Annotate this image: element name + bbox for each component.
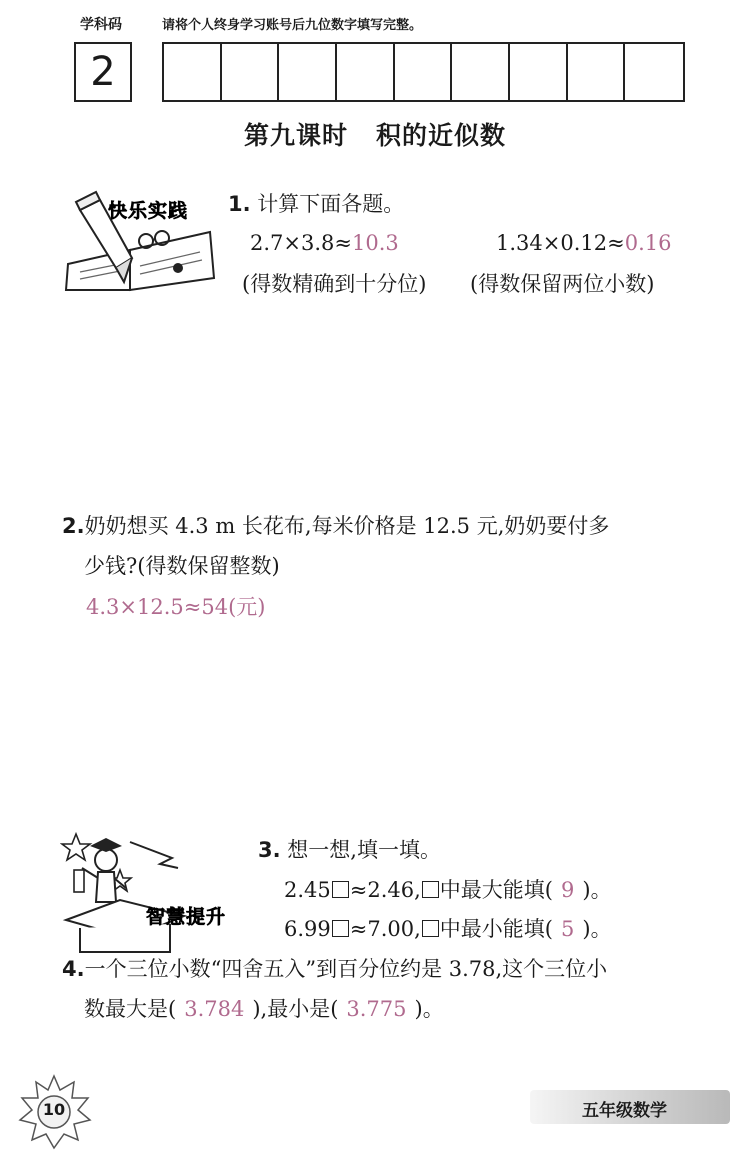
question-text: ),最小是(: [252, 997, 339, 1021]
number-text: ≈2.46,: [349, 878, 421, 902]
question-1-prompt: [228, 190, 404, 218]
question-1b-expression: [496, 229, 671, 257]
question-3-prompt: [258, 836, 441, 864]
digit-box[interactable]: [452, 44, 510, 100]
blank-square: [332, 881, 349, 898]
blank-square: [332, 920, 349, 937]
wisdom-section-label: 智慧提升: [146, 906, 227, 928]
blank-square: [422, 920, 439, 937]
blank-square: [422, 881, 439, 898]
question-1a-expression: [250, 229, 399, 257]
handwritten-answer: 3.784: [184, 997, 245, 1021]
question-2-line-2: 少钱?(得数保留整数): [84, 554, 280, 578]
number-text: 6.99: [284, 917, 331, 941]
question-number: 4.: [62, 957, 85, 981]
digit-box[interactable]: [164, 44, 222, 100]
handwritten-answer: 5: [561, 917, 575, 941]
account-digit-boxes: [162, 42, 685, 102]
question-4-line-2: [84, 995, 444, 1023]
handwritten-answer: 9: [561, 878, 575, 902]
handwritten-answer: 0.16: [624, 231, 672, 255]
question-text: )。: [414, 997, 444, 1021]
lesson-topic: 积的近似数: [376, 121, 507, 150]
question-text: 一个三位小数“四舍五入”到百分位约是 3.78,这个三位小: [84, 957, 608, 981]
account-instruction: 请将个人终身学习账号后九位数字填写完整。: [162, 18, 423, 33]
question-2-answer: 4.3×12.5≈54(元): [86, 595, 266, 619]
digit-box[interactable]: [625, 44, 683, 100]
question-text: 中最小能填(: [439, 917, 553, 941]
digit-box[interactable]: [395, 44, 453, 100]
grade-subject-label: 五年级数学: [582, 1101, 667, 1121]
lesson-number: 第九课时: [243, 121, 348, 150]
digit-box[interactable]: [222, 44, 280, 100]
handwritten-answer: 10.3: [352, 231, 399, 255]
question-text: 奶奶想买 4.3 m 长花布,每米价格是 12.5 元,奶奶要付多: [84, 514, 610, 538]
question-1a-note: (得数精确到十分位): [242, 272, 427, 296]
subject-code-box: 2: [74, 42, 132, 102]
question-text: )。: [582, 917, 612, 941]
digit-box[interactable]: [337, 44, 395, 100]
number-text: 2.45: [284, 878, 331, 902]
digit-box[interactable]: [568, 44, 626, 100]
expression: 2.7×3.8≈: [250, 231, 352, 255]
question-text: 想一想,填一填。: [287, 838, 441, 862]
question-3b-line: [284, 915, 612, 943]
question-number: 3.: [258, 838, 281, 862]
question-text: )。: [582, 878, 612, 902]
digit-box[interactable]: [510, 44, 568, 100]
page-number: 10: [42, 1100, 66, 1119]
expression: 1.34×0.12≈: [496, 231, 625, 255]
question-text: 计算下面各题。: [257, 192, 405, 216]
question-1b-note: (得数保留两位小数): [470, 272, 655, 296]
question-text: 中最大能填(: [439, 878, 553, 902]
number-text: ≈7.00,: [349, 917, 421, 941]
question-4-line-1: [62, 955, 607, 983]
practice-section-label: 快乐实践: [108, 200, 189, 222]
page-title: [0, 116, 750, 152]
question-text: 数最大是(: [84, 997, 177, 1021]
wisdom-section-badge: [60, 828, 250, 958]
question-number: 2.: [62, 514, 85, 538]
question-number: 1.: [228, 192, 251, 216]
question-3a-line: [284, 876, 612, 904]
question-2-line-1: [62, 512, 609, 540]
handwritten-answer: 3.775: [346, 997, 407, 1021]
digit-box[interactable]: [279, 44, 337, 100]
subject-code-label: 学科码: [80, 17, 122, 33]
graduate-kid-icon: [60, 828, 250, 958]
